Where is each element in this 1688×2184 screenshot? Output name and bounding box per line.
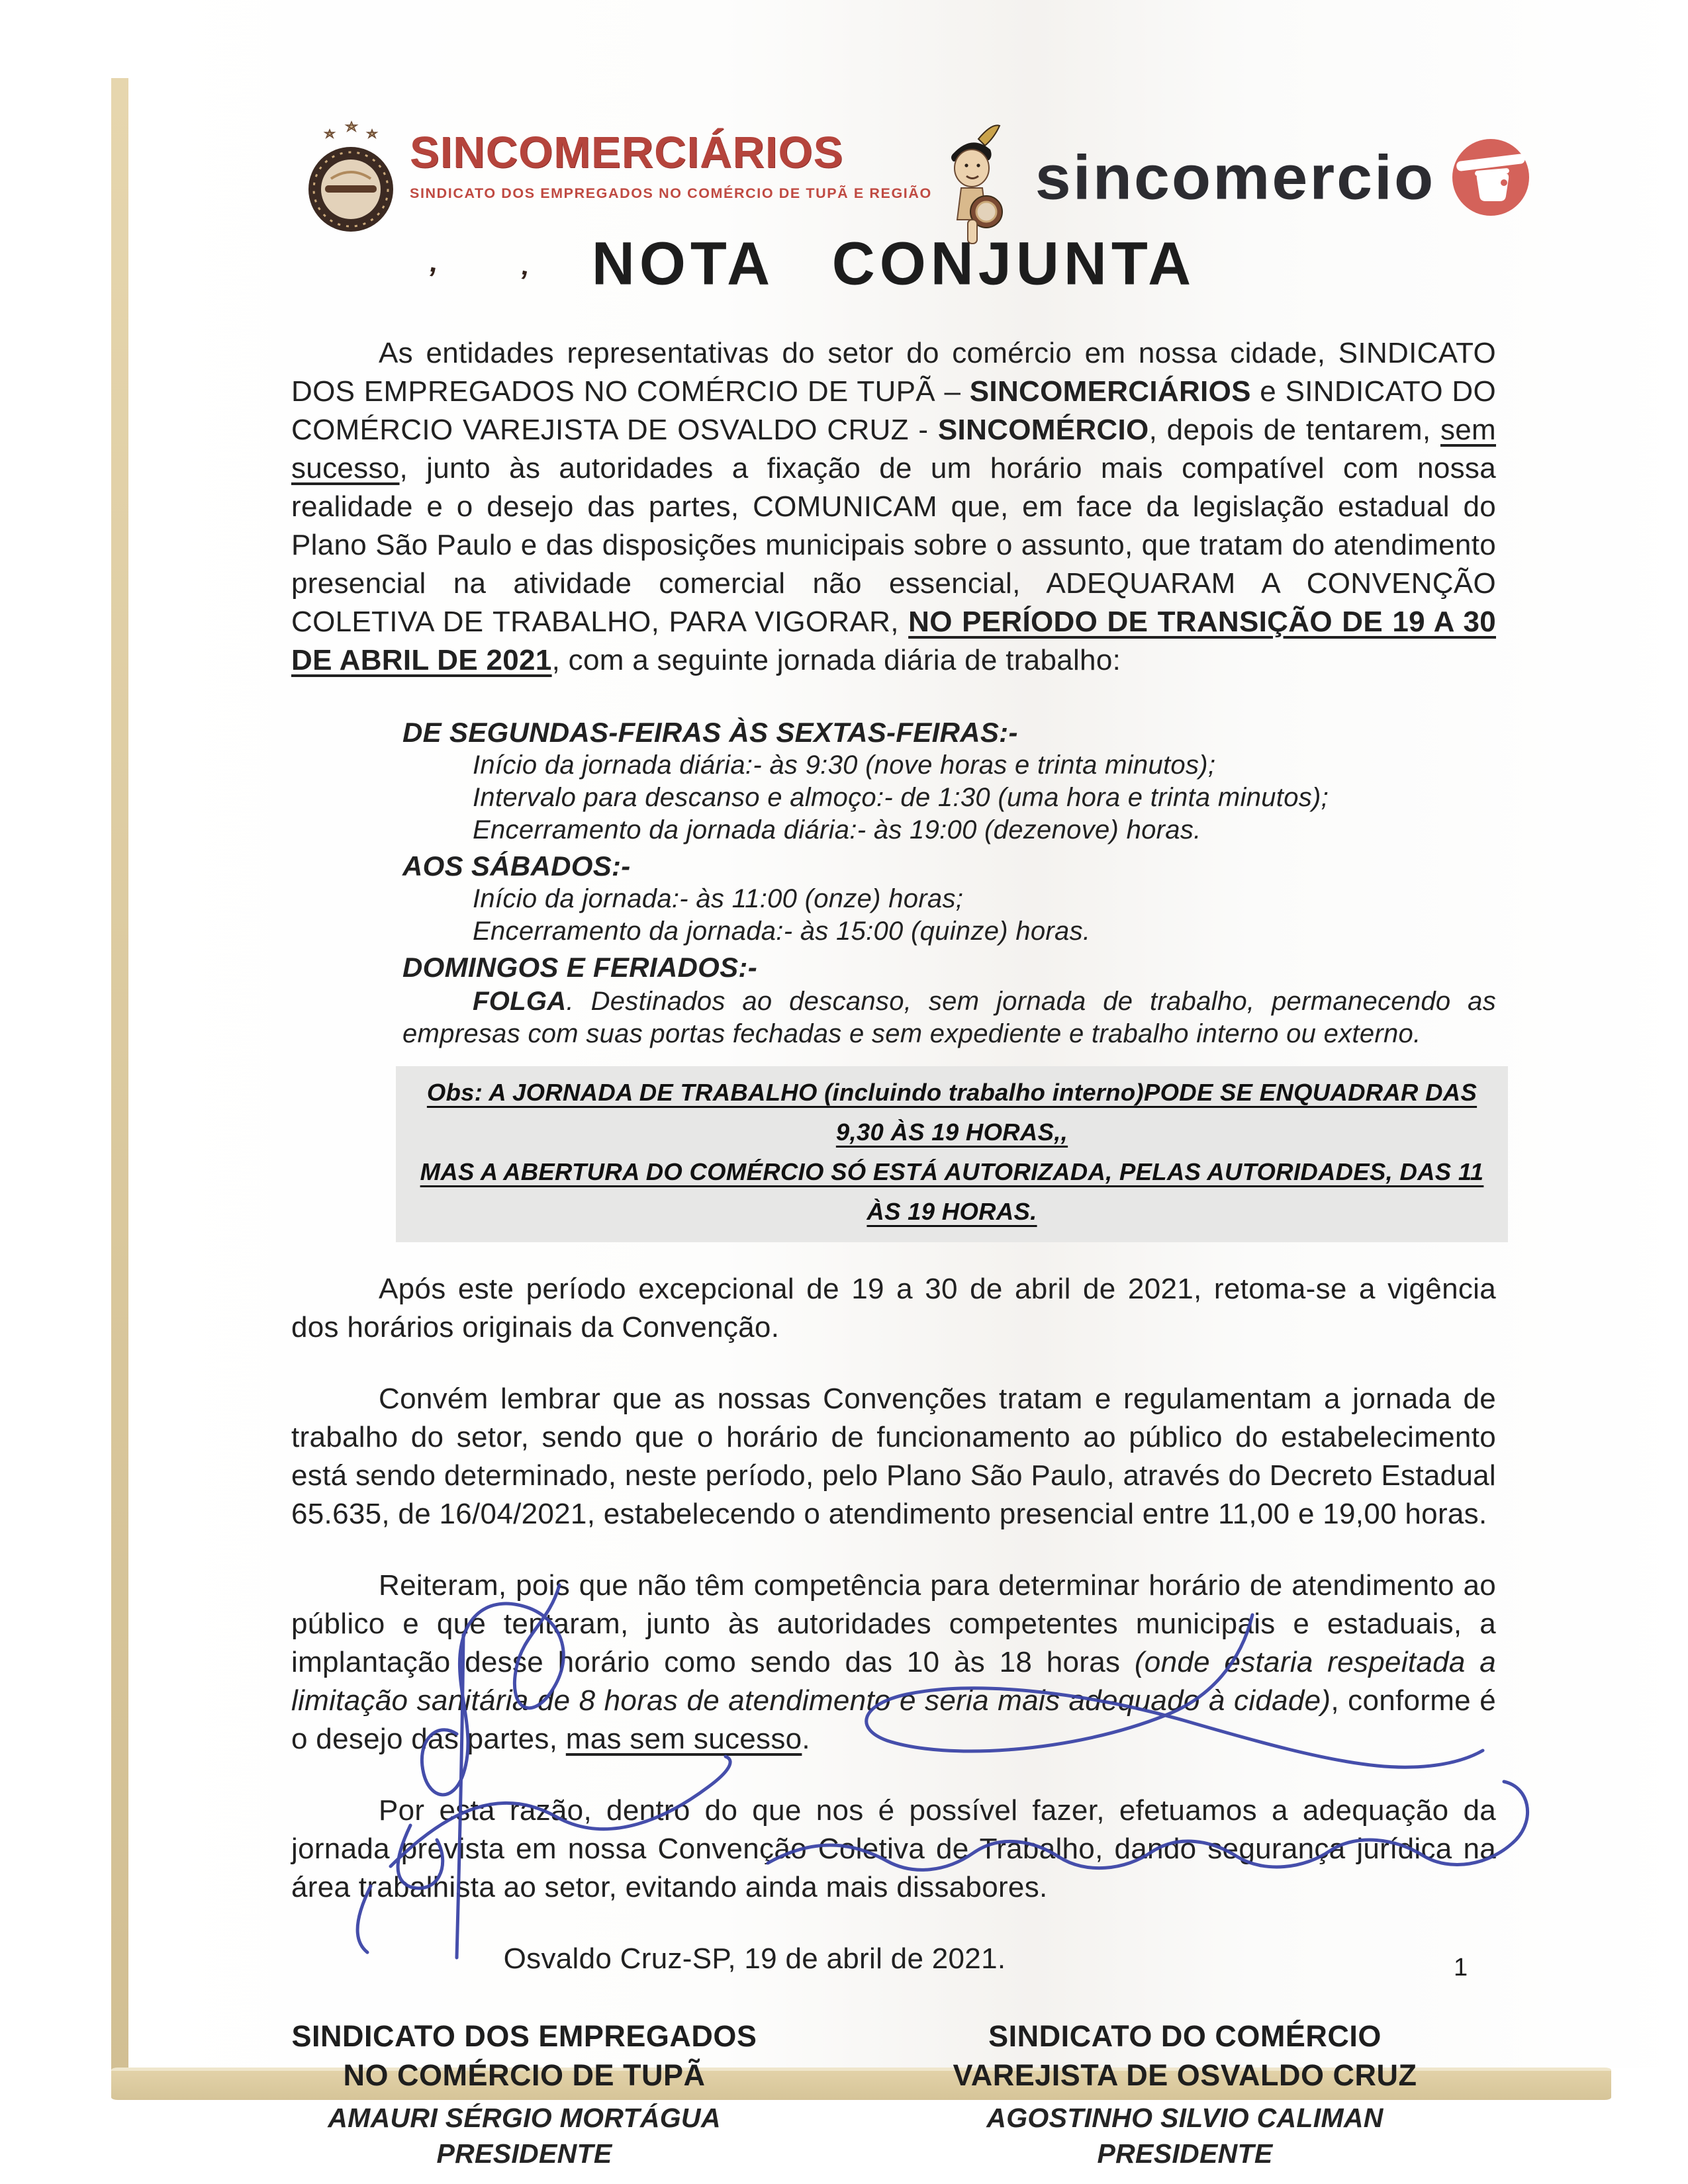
- paragraph-conclusion: Por esta razão, dentro do que nos é possível fazer, efetuamos a adequação da jornada prevista em nossa Convenção Coletiva de Trabalho, dando segurança jurídica na área trabalhista ao setor, evitando ainda mais dissabores.: [291, 1794, 1496, 1903]
- sincomerciarios-subtitle: SINDICATO DOS EMPREGADOS NO COMÉRCIO DE TUPÃ E REGIÃO: [410, 185, 932, 201]
- signature-left-org-line1: SINDICATO DOS EMPREGADOS: [291, 2019, 757, 2053]
- sincomercio-icon: [1448, 135, 1533, 220]
- signature-block-right: [867, 2017, 1503, 2171]
- signature-right-role: PRESIDENTE: [1097, 2138, 1273, 2169]
- schedule-heading-saturdays: AOS SÁBADOS:-: [402, 850, 631, 882]
- signature-right-org-line1: SINDICATO DO COMÉRCIO: [988, 2019, 1382, 2053]
- signature-block-left: [279, 2017, 769, 2171]
- sincomerciarios-text: [410, 130, 932, 202]
- schedule-heading-weekdays: DE SEGUNDAS-FEIRAS ÀS SEXTAS-FEIRAS:-: [402, 717, 1018, 748]
- scan-speck-marks: , ’: [427, 246, 567, 306]
- document-body: [291, 334, 1496, 2171]
- paragraph-reiterate: Reiteram, pois que não têm competência para determinar horário de atendimento ao público e que tentaram, junto às autoridades competentes municipais e estaduais, a implantação desse horário como sendo das 10 às 18 horas (onde estaria respeitada a limitação sanitária de 8 horas de atendimento e seria mais adequado à cidade), conforme é o desejo das partes, mas sem sucesso.: [291, 1569, 1496, 1755]
- signature-right-org-line2: VAREJISTA DE OSVALDO CRUZ: [953, 2058, 1417, 2092]
- schedule-item: Encerramento da jornada diária:- às 19:00 (dezenove) horas.: [473, 815, 1201, 844]
- signature-blocks: [291, 2017, 1496, 2171]
- signature-left-org-line2: NO COMÉRCIO DE TUPÃ: [343, 2058, 706, 2092]
- document-title: NOTA CONJUNTA: [591, 230, 1196, 298]
- sincomercio-logo: [1035, 135, 1533, 220]
- paragraph-conventions: Convém lembrar que as nossas Convenções tratam e regulamentam a jornada de trabalho do setor, sendo que o horário de funcionamento ao público do estabelecimento está sendo determinado, neste período, pelo Plano São Paulo, através do Decreto Estadual 65.635, de 16/04/2021, estabelecendo o atendimento presencial entre 11,00 e 19,00 horas.: [291, 1383, 1496, 1530]
- paragraph-intro: As entidades representativas do setor do comércio em nossa cidade, SINDICATO DOS EMPREGADOS NO COMÉRCIO DE TUPÃ – SINCOMERCIÁRIOS e SINDICATO DO COMÉRCIO VAREJISTA DE OSVALDO CRUZ - SINCOMÉRCIO, depois de tentarem, sem sucesso, junto às autoridades a fixação de um horário mais compatível com nossa realidade e o desejo das partes, COMUNICAM que, em face da legislação estadual do Plano São Paulo e das disposições municipais sobre o assunto, que tratam do atendimento presencial na atividade comercial não essencial, ADEQUARAM A CONVENÇÃO COLETIVA DE TRABALHO, PARA VIGORAR, NO PERÍODO DE TRANSIÇÃO DE 19 A 30 DE ABRIL DE 2021, com a seguinte jornada diária de trabalho:: [291, 337, 1497, 676]
- schedule-item: Início da jornada:- às 11:00 (onze) horas;: [473, 884, 964, 913]
- scanner-mat-left-edge: [111, 78, 128, 2085]
- page-number: 1: [1454, 1954, 1468, 1981]
- schedule-item: Encerramento da jornada:- às 15:00 (quinze) horas.: [473, 917, 1091, 946]
- observation-line-2: MAS A ABERTURA DO COMÉRCIO SÓ ESTÁ AUTORIZADA, PELAS AUTORIDADES, DAS 11 ÀS 19 HORAS.: [420, 1158, 1484, 1225]
- date-place-line: Osvaldo Cruz-SP, 19 de abril de 2021.: [503, 1942, 1006, 1975]
- paragraph-after-period: Após este período excepcional de 19 a 30 de abril de 2021, retoma-se a vigência dos horários originais da Convenção.: [291, 1273, 1496, 1343]
- observation-line-1: Obs: A JORNADA DE TRABALHO (incluindo trabalho interno)PODE SE ENQUADRAR DAS 9,30 ÀS 19 HORAS,,: [426, 1079, 1477, 1146]
- signature-left-name: AMAURI SÉRGIO MORTÁGUA: [328, 2103, 721, 2133]
- work-schedule: [291, 715, 1496, 1050]
- sincomerciarios-emblem-icon: [301, 118, 400, 244]
- schedule-item: Início da jornada diária:- às 9:30 (nove horas e trinta minutos);: [473, 751, 1216, 780]
- signature-right-name: AGOSTINHO SILVIO CALIMAN: [986, 2103, 1383, 2133]
- sincomerciarios-brand: SINCOMERCIÁRIOS: [410, 128, 844, 177]
- observation-note: [396, 1066, 1508, 1242]
- schedule-sundays-note: FOLGA. Destinados ao descanso, sem jornada de trabalho, permanecendo as empresas com suas portas fechadas e sem expediente e trabalho interno ou externo.: [402, 987, 1496, 1048]
- signature-left-role: PRESIDENTE: [436, 2138, 612, 2169]
- schedule-item: Intervalo para descanso e almoço:- de 1:30 (uma hora e trinta minutos);: [473, 783, 1329, 812]
- schedule-heading-sundays: DOMINGOS E FERIADOS:-: [402, 952, 757, 983]
- sincomercio-brand: sincomercio: [1035, 142, 1436, 212]
